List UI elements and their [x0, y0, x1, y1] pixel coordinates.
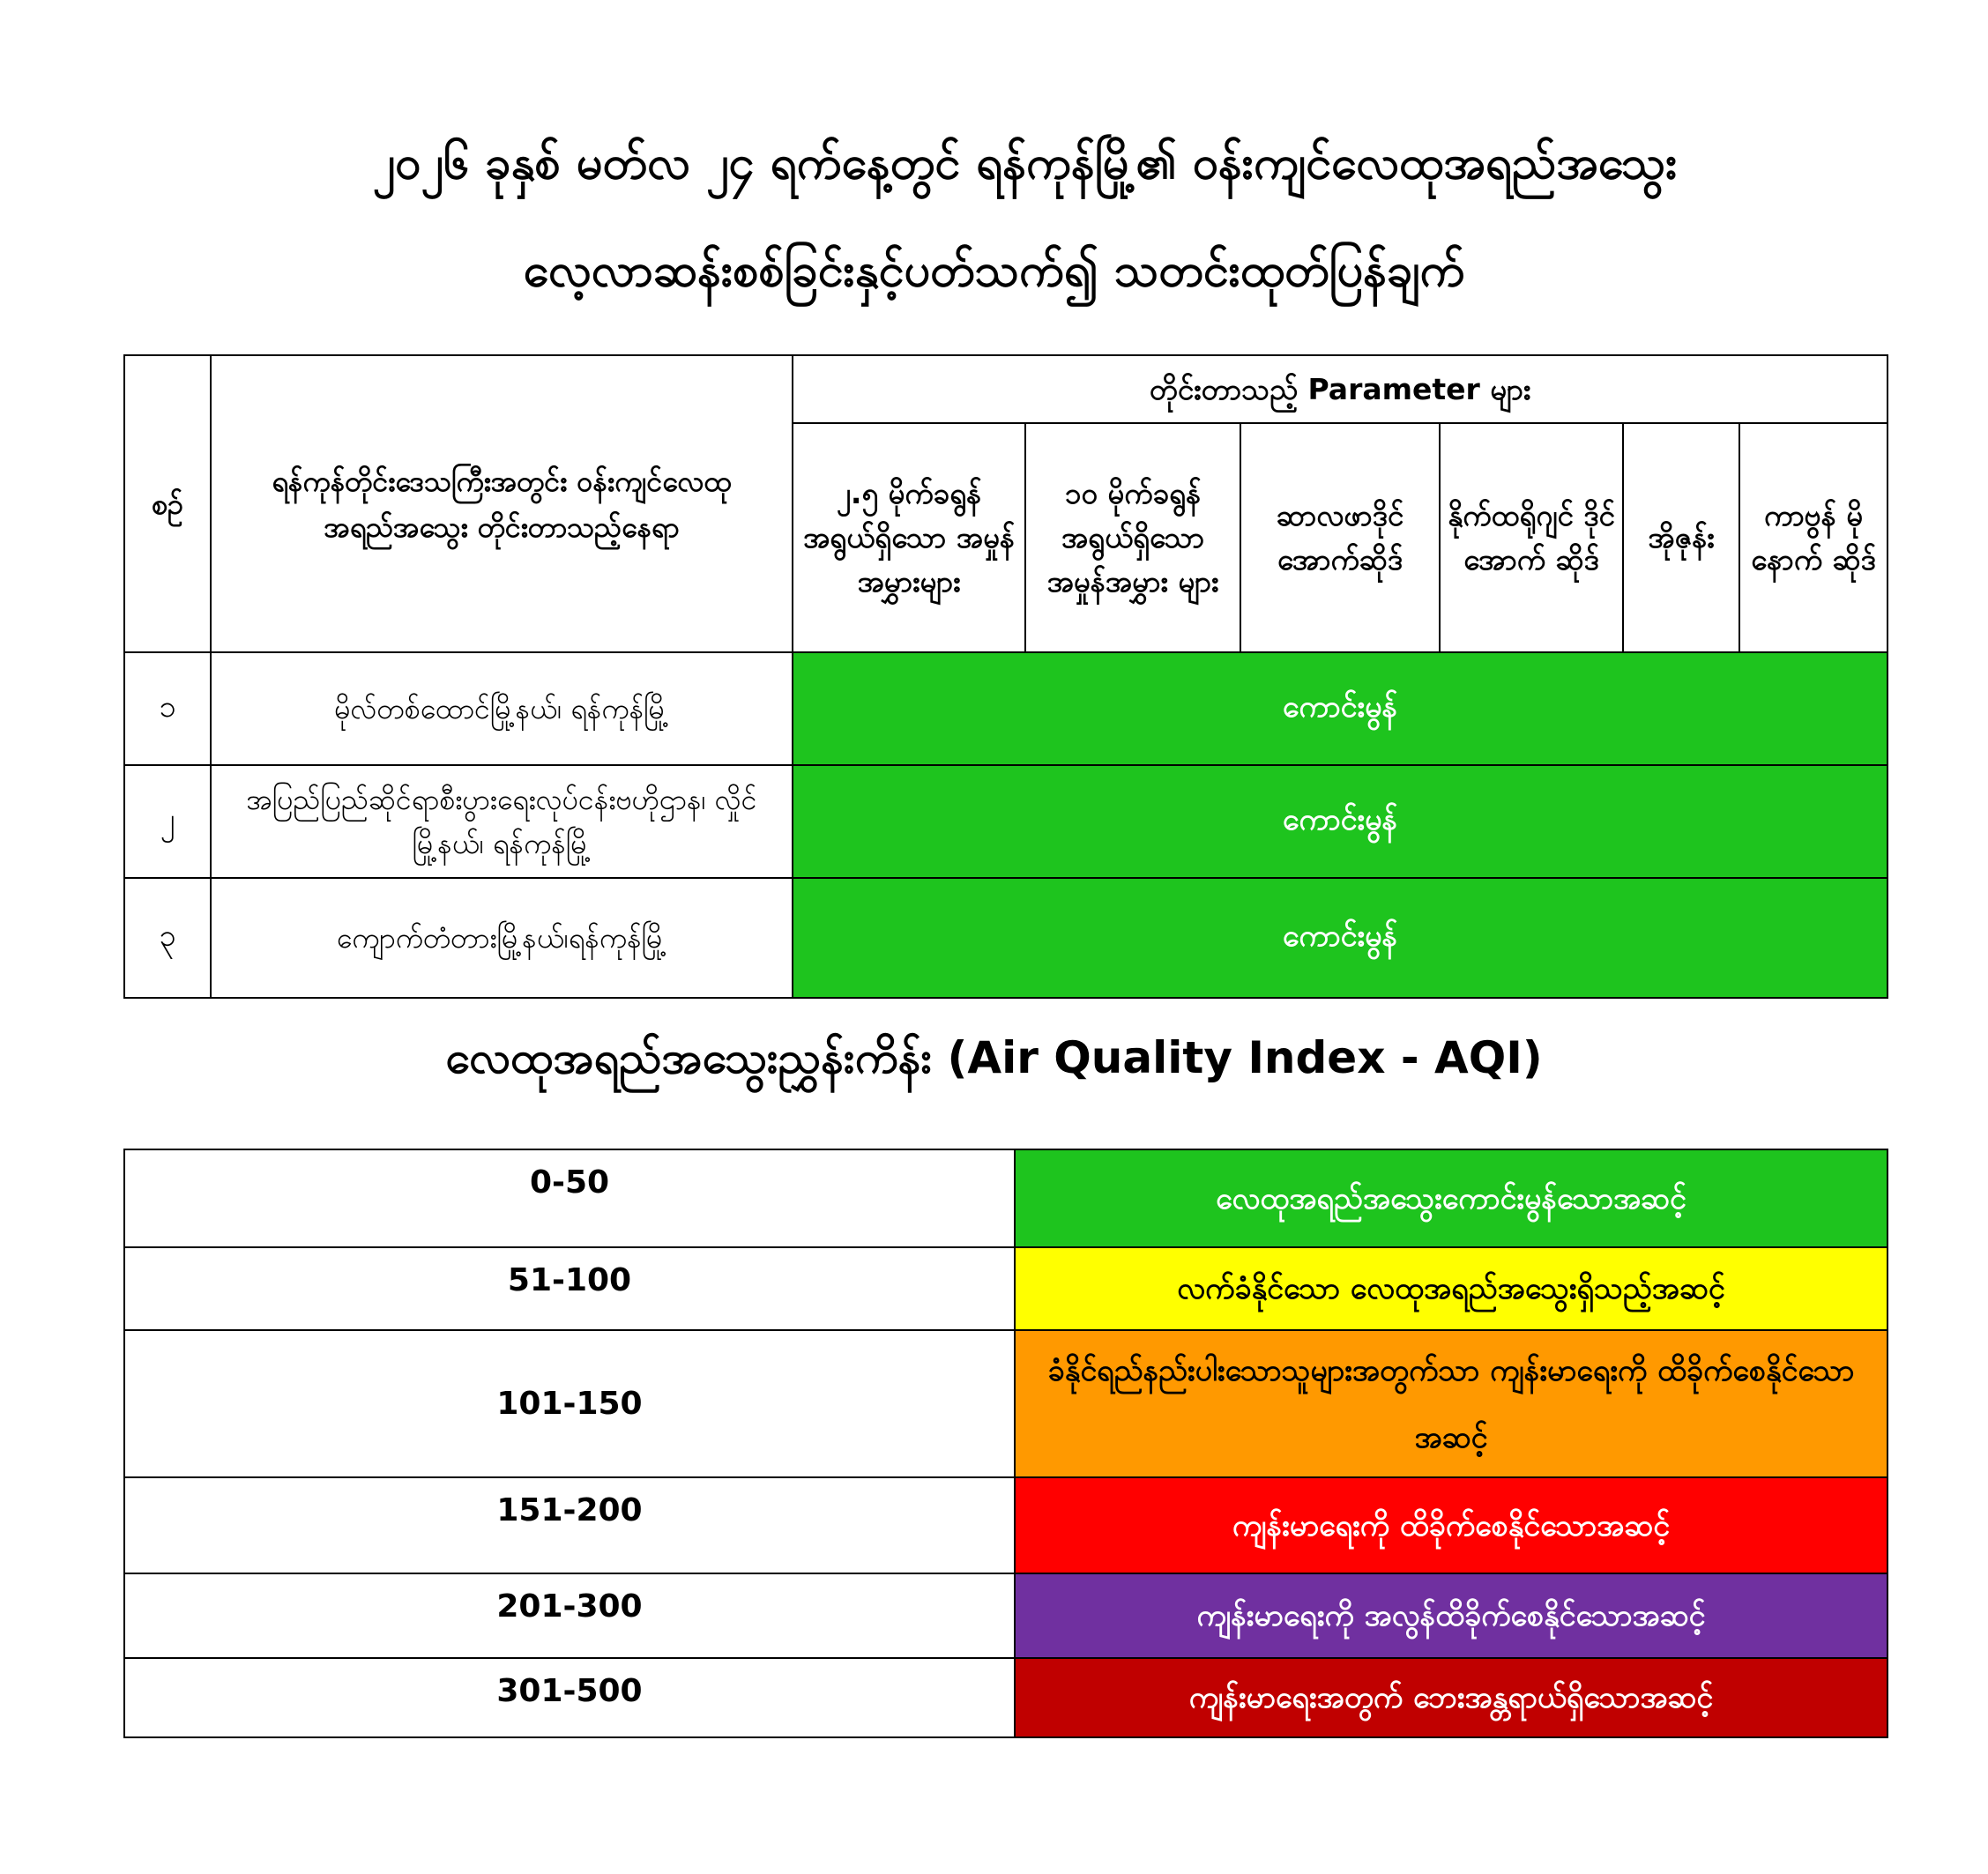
aqi-row: [124, 1658, 1887, 1737]
header-param-so2: ဆာလဖာဒိုင် အောက်ဆိုဒ်: [1240, 423, 1440, 652]
aqi-row: [124, 1149, 1887, 1247]
aqi-category: လက်ခံနိုင်သော လေထုအရည်အသွေးရှိသည့်အဆင့်: [1015, 1247, 1887, 1330]
title-line-1: ၂၀၂၆ ခုနှစ် မတ်လ ၂၄ ရက်နေ့တွင် ရန်ကုန်မြို့၏ ဝန်းကျင်လေထုအရည်အသွေး: [372, 137, 1678, 190]
table-row: [124, 878, 1887, 998]
aqi-range: 51-100: [124, 1247, 1015, 1330]
monitoring-table: [123, 354, 1888, 999]
header-location: ရန်ကုန်တိုင်းဒေသကြီးအတွင်း ဝန်းကျင်လေထု အရည်အသွေး တိုင်းတာသည့်နေရာ: [211, 355, 793, 652]
aqi-heading: လေထုအရည်အသွေးညွှန်းကိန်း (Air Quality Index - AQI): [445, 1032, 1543, 1083]
aqi-row: [124, 1573, 1887, 1658]
aqi-category: ကျန်းမာရေးအတွက် ဘေးအန္တရာယ်ရှိသောအဆင့်: [1015, 1658, 1887, 1737]
header-param-o3: အိုဇုန်း: [1623, 423, 1739, 652]
row-location: မိုလ်တစ်ထောင်မြို့နယ်၊ ရန်ကုန်မြို့: [211, 652, 793, 765]
header-param-pm25: ၂.၅ မိုက်ခရွန် အရွယ်ရှိသော အမှုန်အမွှားများ: [793, 423, 1025, 652]
aqi-range: 301-500: [124, 1658, 1015, 1737]
header-serial-no: စဉ်: [124, 355, 211, 652]
header-param-co: ကာဗွန် မိုနောက် ဆိုဒ်: [1739, 423, 1887, 652]
row-location: ကျောက်တံတားမြို့နယ်၊ရန်ကုန်မြို့: [211, 878, 793, 998]
aqi-category: ကျန်းမာရေးကို အလွန်ထိခိုက်စေနိုင်သောအဆင့်: [1015, 1573, 1887, 1658]
aqi-legend-table: [123, 1149, 1888, 1738]
row-status: ကောင်းမွန်: [793, 765, 1887, 878]
aqi-row: [124, 1330, 1887, 1477]
table-row: [124, 652, 1887, 765]
aqi-row: [124, 1247, 1887, 1330]
header-param-no2: နိုက်ထရိုဂျင် ဒိုင်အောက် ဆိုဒ်: [1440, 423, 1623, 652]
row-number: ၂: [124, 765, 211, 878]
row-number: ၃: [124, 878, 211, 998]
title-line-2: လေ့လာဆန်းစစ်ခြင်းနှင့်ပတ်သက်၍ သတင်းထုတ်ပြန်ချက်: [523, 244, 1465, 297]
header-param-pm10: ၁၀ မိုက်ခရွန် အရွယ်ရှိသော အမှုန်အမွှား များ: [1025, 423, 1240, 652]
aqi-category: ခံနိုင်ရည်နည်းပါးသောသူများအတွက်သာ ကျန်းမာရေးကို ထိခိုက်စေနိုင်သောအဆင့်: [1015, 1330, 1887, 1477]
aqi-category: လေထုအရည်အသွေးကောင်းမွန်သောအဆင့်: [1015, 1149, 1887, 1247]
aqi-category: ကျန်းမာရေးကို ထိခိုက်စေနိုင်သောအဆင့်: [1015, 1477, 1887, 1573]
row-status: ကောင်းမွန်: [793, 878, 1887, 998]
aqi-range: 151-200: [124, 1477, 1015, 1573]
aqi-range: 101-150: [124, 1330, 1015, 1477]
aqi-row: [124, 1477, 1887, 1573]
table-row: [124, 765, 1887, 878]
aqi-range: 0-50: [124, 1149, 1015, 1247]
row-location: အပြည်ပြည်ဆိုင်ရာစီးပွားရေးလုပ်ငန်းဗဟိုဌာန၊ လှိုင်မြို့နယ်၊ ရန်ကုန်မြို့: [211, 765, 793, 878]
header-parameters: တိုင်းတာသည့် Parameter များ: [793, 355, 1887, 423]
aqi-range: 201-300: [124, 1573, 1015, 1658]
row-status: ကောင်းမွန်: [793, 652, 1887, 765]
row-number: ၁: [124, 652, 211, 765]
